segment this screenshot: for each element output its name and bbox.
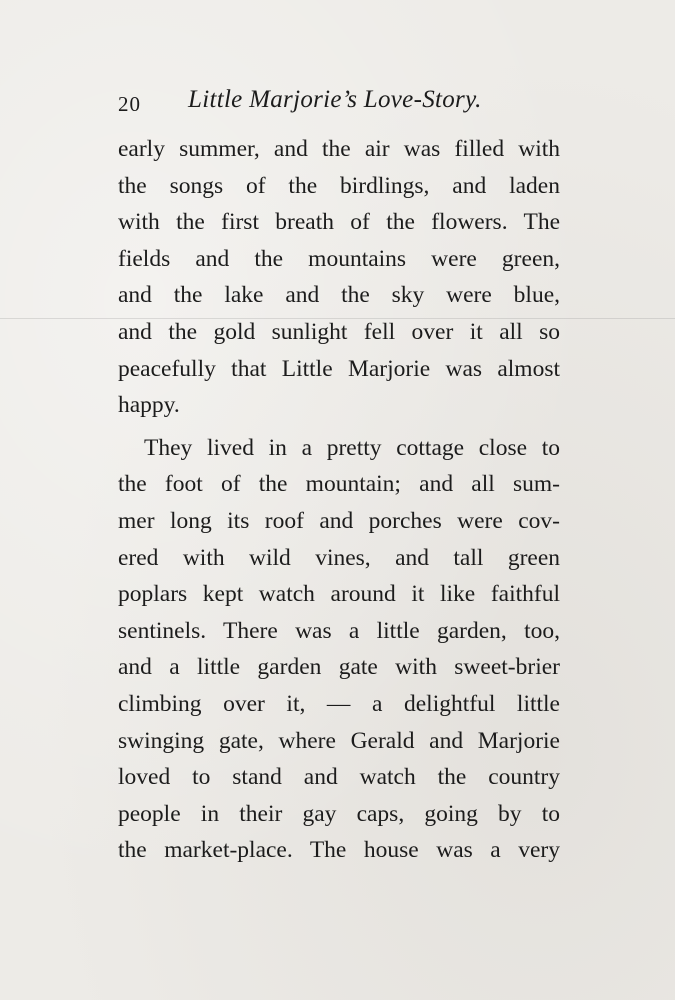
text-line: climbing over it, — a delightful little: [118, 690, 560, 717]
text-line: fields and the mountains were green,: [118, 245, 560, 272]
text-line: the market-place. The house was a very: [118, 837, 560, 864]
paragraph-1: [118, 131, 560, 424]
text-line: loved to stand and watch the country: [118, 764, 560, 791]
text-line: swinging gate, where Gerald and Marjorie: [118, 727, 560, 754]
text-line: and the lake and the sky were blue,: [118, 282, 560, 309]
text-line: poplars kept watch around it like faithful: [118, 581, 560, 608]
page-header: [118, 86, 558, 120]
text-line: with the first breath of the flowers. The: [118, 209, 560, 236]
text-line: mer long its roof and porches were cov-: [118, 507, 560, 534]
text-line: and the gold sunlight fell over it all so: [118, 318, 560, 345]
paragraph-2: [118, 430, 560, 869]
text-line: and a little garden gate with sweet-brier: [118, 654, 560, 681]
text-line: people in their gay caps, going by to: [118, 800, 560, 827]
text-line: They lived in a pretty cottage close to: [144, 434, 560, 461]
text-line: sentinels. There was a little garden, too,: [118, 617, 560, 644]
text-line: the foot of the mountain; and all sum-: [118, 471, 560, 498]
text-line: the songs of the birdlings, and laden: [118, 172, 560, 199]
page-number: 20: [118, 92, 141, 116]
running-title: Little Marjorie’s Love-Story.: [188, 86, 482, 113]
text-line: ered with wild vines, and tall green: [118, 544, 560, 571]
text-line: peacefully that Little Marjorie was almost: [118, 355, 560, 382]
text-line: early summer, and the air was filled with: [118, 136, 560, 162]
text-line: happy.: [118, 392, 180, 419]
body-text: [118, 131, 560, 869]
